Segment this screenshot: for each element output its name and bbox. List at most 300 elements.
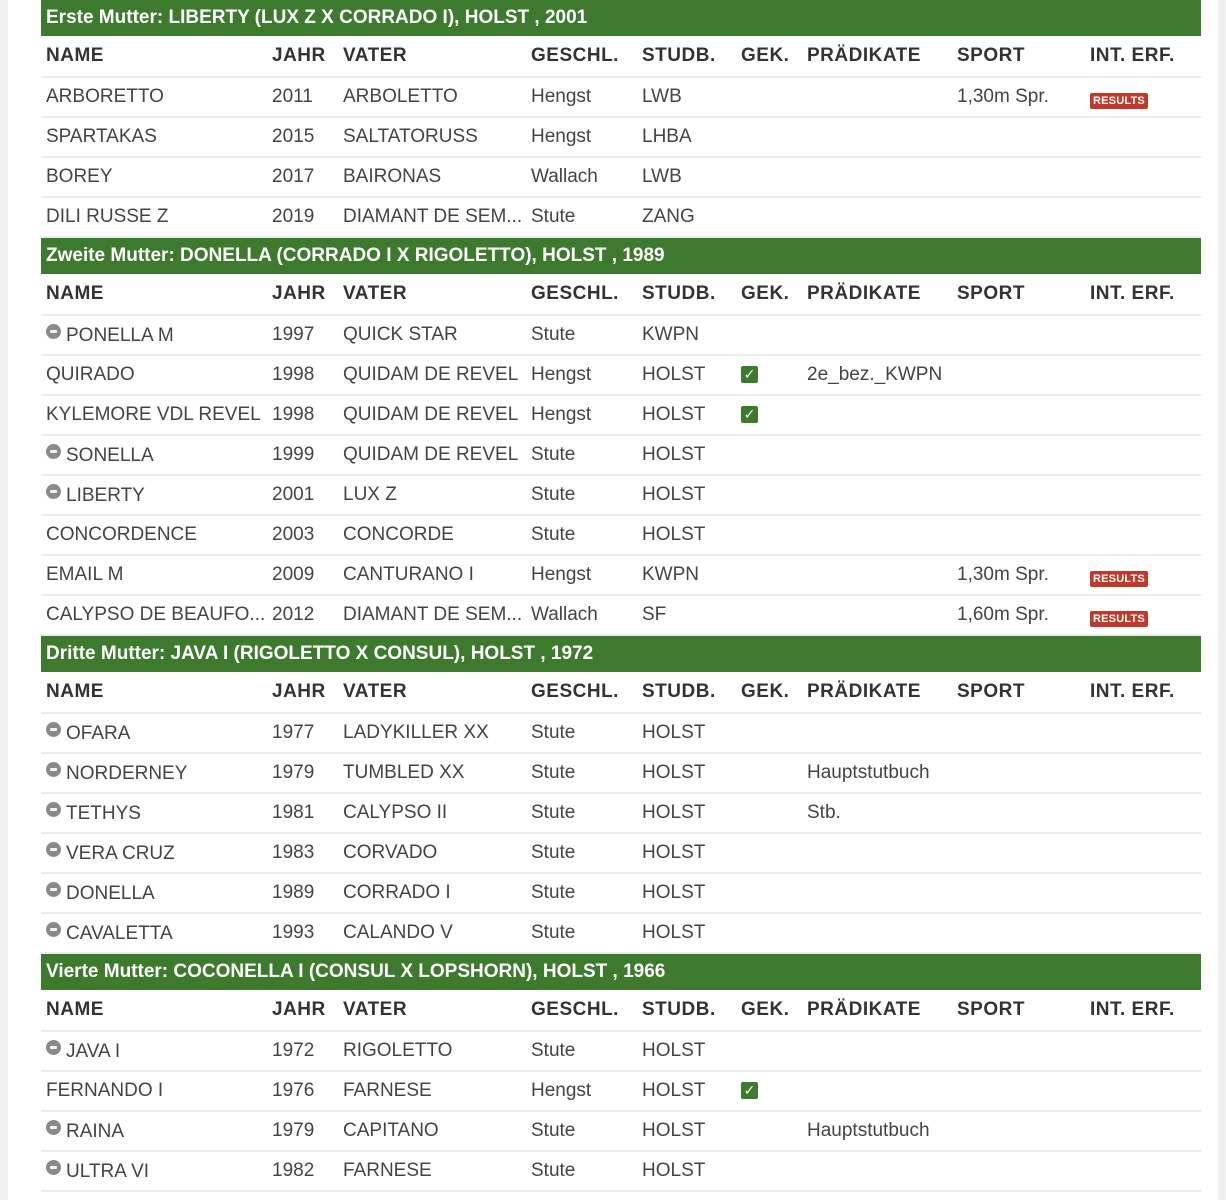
mare-icon (46, 762, 61, 777)
cell-geschl: Wallach (526, 595, 637, 635)
cell-pradikate (802, 713, 952, 753)
table-row (41, 913, 1201, 953)
cell-int-erf (1085, 157, 1201, 197)
cell-name (41, 913, 267, 953)
cell-sport (952, 117, 1085, 157)
check-icon: ✓ (741, 406, 758, 423)
cell-vater: CAPITANO (338, 1111, 526, 1151)
cell-pradikate: 2e_bez._KWPN (802, 355, 952, 395)
horse-name: PONELLA M (66, 324, 174, 346)
cell-name (41, 515, 267, 555)
cell-pradikate (802, 595, 952, 635)
cell-geschl: Hengst (526, 355, 637, 395)
cell-sport: 1,60m Spr. (952, 595, 1085, 635)
column-header-vater: VATER (338, 274, 526, 315)
cell-geschl: Stute (526, 1111, 637, 1151)
cell-int-erf (1085, 77, 1201, 117)
cell-studb: HOLST (637, 435, 736, 475)
table-row (41, 555, 1201, 595)
column-header-gek: GEK. (736, 990, 802, 1031)
section-header: Dritte Mutter: JAVA I (RIGOLETTO X CONSUL), HOLST , 1972 (41, 636, 1201, 672)
horse-name: ARBORETTO (46, 86, 164, 107)
column-header-jahr: JAHR (267, 36, 338, 77)
horse-name: SPARTAKAS (46, 126, 157, 147)
cell-vater: CORVADO (338, 833, 526, 873)
cell-jahr: 2003 (267, 515, 338, 555)
cell-gek (736, 315, 802, 355)
cell-vater: QUICK STAR (338, 315, 526, 355)
cell-name (41, 555, 267, 595)
cell-int-erf (1085, 117, 1201, 157)
cell-jahr: 1998 (267, 355, 338, 395)
horse-name: CONCORDENCE (46, 524, 197, 545)
cell-sport (952, 793, 1085, 833)
cell-jahr: 2015 (267, 117, 338, 157)
horse-name: SONELLA (66, 444, 154, 466)
cell-gek (736, 873, 802, 913)
column-header-jahr: JAHR (267, 672, 338, 713)
cell-sport (952, 435, 1085, 475)
horse-name: DONELLA (66, 882, 155, 904)
cell-pradikate (802, 1151, 952, 1191)
column-header-name: NAME (41, 274, 267, 315)
section-header: Erste Mutter: LIBERTY (LUX Z X CORRADO I), HOLST , 2001 (41, 0, 1201, 36)
table-row (41, 595, 1201, 635)
cell-sport (952, 873, 1085, 913)
cell-name (41, 595, 267, 635)
cell-studb: LWB (637, 157, 736, 197)
column-header-geschl: GESCHL. (526, 990, 637, 1031)
column-header-sport: SPORT (952, 274, 1085, 315)
cell-geschl: Stute (526, 435, 637, 475)
cell-pradikate (802, 1031, 952, 1071)
cell-studb: HOLST (637, 1071, 736, 1111)
table-row (41, 1111, 1201, 1151)
dam-section (41, 636, 1201, 954)
column-header-geschl: GESCHL. (526, 36, 637, 77)
cell-name (41, 713, 267, 753)
cell-vater: RIGOLETTO (338, 1031, 526, 1071)
cell-studb: HOLST (637, 475, 736, 515)
cell-geschl: Stute (526, 793, 637, 833)
cell-gek (736, 435, 802, 475)
table-row (41, 197, 1201, 237)
cell-int-erf (1085, 833, 1201, 873)
cell-geschl: Stute (526, 753, 637, 793)
offspring-table (41, 672, 1201, 954)
cell-name (41, 833, 267, 873)
cell-int-erf (1085, 753, 1201, 793)
cell-name (41, 1031, 267, 1071)
cell-sport (952, 157, 1085, 197)
cell-gek (736, 197, 802, 237)
offspring-table (41, 36, 1201, 238)
cell-jahr: 2011 (267, 77, 338, 117)
column-header-pradikate: PRÄDIKATE (802, 36, 952, 77)
mare-icon (46, 324, 61, 339)
cell-studb: LHBA (637, 117, 736, 157)
table-row (41, 713, 1201, 753)
horse-name: LIBERTY (66, 484, 145, 506)
cell-name (41, 395, 267, 435)
table-header-row (41, 36, 1201, 77)
section-header: Zweite Mutter: DONELLA (CORRADO I X RIGOLETTO), HOLST , 1989 (41, 238, 1201, 274)
horse-name: DILI RUSSE Z (46, 206, 169, 227)
cell-int-erf (1085, 1031, 1201, 1071)
cell-gek (736, 713, 802, 753)
cell-studb: HOLST (637, 1151, 736, 1191)
horse-name: OFARA (66, 722, 131, 744)
cell-vater: CONCORDE (338, 515, 526, 555)
cell-int-erf (1085, 595, 1201, 635)
table-row (41, 873, 1201, 913)
mare-icon (46, 1040, 61, 1055)
mare-icon (46, 722, 61, 737)
cell-geschl: Stute (526, 197, 637, 237)
cell-vater: LUX Z (338, 475, 526, 515)
cell-studb: HOLST (637, 355, 736, 395)
cell-jahr: 2012 (267, 595, 338, 635)
mare-icon (46, 882, 61, 897)
cell-name (41, 355, 267, 395)
cell-int-erf (1085, 475, 1201, 515)
mare-icon (46, 1160, 61, 1175)
cell-name (41, 117, 267, 157)
column-header-pradikate: PRÄDIKATE (802, 990, 952, 1031)
mare-icon (46, 842, 61, 857)
cell-sport (952, 355, 1085, 395)
cell-int-erf (1085, 873, 1201, 913)
horse-name: CALYPSO DE BEAUFO... (46, 604, 266, 625)
cell-geschl: Hengst (526, 117, 637, 157)
cell-gek (736, 595, 802, 635)
column-header-int-erf: INT. ERF. (1085, 672, 1201, 713)
horse-name: JAVA I (66, 1040, 121, 1062)
cell-studb: HOLST (637, 793, 736, 833)
cell-jahr: 1997 (267, 315, 338, 355)
dam-section (41, 0, 1201, 238)
offspring-tables (41, 0, 1201, 1192)
cell-vater: FARNESE (338, 1151, 526, 1191)
column-header-int-erf: INT. ERF. (1085, 990, 1201, 1031)
cell-gek (736, 1071, 802, 1111)
cell-jahr: 2019 (267, 197, 338, 237)
cell-jahr: 1983 (267, 833, 338, 873)
table-header-row (41, 274, 1201, 315)
column-header-sport: SPORT (952, 672, 1085, 713)
cell-geschl: Stute (526, 713, 637, 753)
horse-name: BOREY (46, 166, 113, 187)
cell-int-erf (1085, 515, 1201, 555)
table-row (41, 1071, 1201, 1111)
cell-studb: ZANG (637, 197, 736, 237)
cell-gek (736, 1151, 802, 1191)
cell-name (41, 1071, 267, 1111)
cell-int-erf (1085, 435, 1201, 475)
cell-jahr: 2017 (267, 157, 338, 197)
horse-name: VERA CRUZ (66, 842, 175, 864)
table-row (41, 117, 1201, 157)
cell-vater: SALTATORUSS (338, 117, 526, 157)
table-row (41, 315, 1201, 355)
cell-int-erf (1085, 1071, 1201, 1111)
results-button[interactable]: RESULTS (1090, 93, 1148, 109)
cell-pradikate (802, 117, 952, 157)
column-header-studb: STUDB. (637, 36, 736, 77)
cell-geschl: Stute (526, 1031, 637, 1071)
cell-gek (736, 117, 802, 157)
cell-sport (952, 1111, 1085, 1151)
table-row (41, 435, 1201, 475)
column-header-studb: STUDB. (637, 274, 736, 315)
cell-jahr: 1979 (267, 1111, 338, 1151)
cell-studb: HOLST (637, 873, 736, 913)
column-header-int-erf: INT. ERF. (1085, 274, 1201, 315)
cell-vater: DIAMANT DE SEM... (338, 595, 526, 635)
cell-name (41, 793, 267, 833)
table-header-row (41, 990, 1201, 1031)
cell-gek (736, 753, 802, 793)
cell-name (41, 873, 267, 913)
cell-name (41, 1111, 267, 1151)
cell-vater: TUMBLED XX (338, 753, 526, 793)
cell-int-erf (1085, 395, 1201, 435)
table-row (41, 793, 1201, 833)
cell-vater: FARNESE (338, 1071, 526, 1111)
horse-name: RAINA (66, 1120, 125, 1142)
column-header-pradikate: PRÄDIKATE (802, 274, 952, 315)
cell-vater: CALYPSO II (338, 793, 526, 833)
offspring-table (41, 990, 1201, 1192)
cell-jahr: 2009 (267, 555, 338, 595)
dam-section (41, 238, 1201, 636)
cell-geschl: Stute (526, 315, 637, 355)
cell-geschl: Stute (526, 833, 637, 873)
cell-sport (952, 1071, 1085, 1111)
cell-sport (952, 913, 1085, 953)
cell-studb: HOLST (637, 1111, 736, 1151)
mare-icon (46, 802, 61, 817)
cell-pradikate (802, 157, 952, 197)
cell-pradikate (802, 197, 952, 237)
cell-name (41, 475, 267, 515)
table-header-row (41, 672, 1201, 713)
horse-name: ULTRA VI (66, 1160, 150, 1182)
column-header-vater: VATER (338, 672, 526, 713)
cell-jahr: 1977 (267, 713, 338, 753)
cell-pradikate (802, 315, 952, 355)
cell-sport: 1,30m Spr. (952, 555, 1085, 595)
horse-name: QUIRADO (46, 364, 135, 385)
cell-sport (952, 753, 1085, 793)
column-header-geschl: GESCHL. (526, 274, 637, 315)
cell-jahr: 1998 (267, 395, 338, 435)
horse-name: TETHYS (66, 802, 141, 824)
cell-sport (952, 713, 1085, 753)
cell-geschl: Hengst (526, 1071, 637, 1111)
cell-geschl: Hengst (526, 555, 637, 595)
cell-geschl: Hengst (526, 77, 637, 117)
cell-name (41, 435, 267, 475)
cell-int-erf (1085, 1111, 1201, 1151)
results-button[interactable]: RESULTS (1090, 611, 1148, 627)
horse-name: EMAIL M (46, 564, 124, 585)
cell-pradikate (802, 555, 952, 595)
column-header-gek: GEK. (736, 672, 802, 713)
table-row (41, 515, 1201, 555)
cell-studb: HOLST (637, 833, 736, 873)
table-row (41, 395, 1201, 435)
cell-name (41, 1151, 267, 1191)
table-row (41, 355, 1201, 395)
cell-jahr: 1976 (267, 1071, 338, 1111)
cell-pradikate (802, 913, 952, 953)
column-header-jahr: JAHR (267, 990, 338, 1031)
column-header-vater: VATER (338, 36, 526, 77)
column-header-name: NAME (41, 672, 267, 713)
cell-studb: HOLST (637, 913, 736, 953)
cell-gek (736, 1111, 802, 1151)
horse-name: NORDERNEY (66, 762, 188, 784)
horse-name: KYLEMORE VDL REVEL (46, 404, 261, 425)
column-header-jahr: JAHR (267, 274, 338, 315)
table-row (41, 77, 1201, 117)
cell-pradikate: Hauptstutbuch (802, 1111, 952, 1151)
cell-pradikate (802, 77, 952, 117)
cell-name (41, 197, 267, 237)
cell-jahr: 1989 (267, 873, 338, 913)
mare-icon (46, 922, 61, 937)
cell-studb: KWPN (637, 555, 736, 595)
cell-jahr: 1972 (267, 1031, 338, 1071)
cell-vater: ARBOLETTO (338, 77, 526, 117)
cell-int-erf (1085, 713, 1201, 753)
cell-pradikate (802, 395, 952, 435)
cell-geschl: Stute (526, 913, 637, 953)
cell-gek (736, 355, 802, 395)
cell-vater: QUIDAM DE REVEL (338, 395, 526, 435)
cell-vater: CORRADO I (338, 873, 526, 913)
cell-studb: LWB (637, 77, 736, 117)
cell-geschl: Stute (526, 1151, 637, 1191)
cell-vater: QUIDAM DE REVEL (338, 435, 526, 475)
cell-sport: 1,30m Spr. (952, 77, 1085, 117)
cell-pradikate: Stb. (802, 793, 952, 833)
cell-int-erf (1085, 913, 1201, 953)
cell-jahr: 1982 (267, 1151, 338, 1191)
cell-pradikate (802, 1071, 952, 1111)
cell-vater: QUIDAM DE REVEL (338, 355, 526, 395)
mare-icon (46, 1120, 61, 1135)
cell-name (41, 77, 267, 117)
column-header-int-erf: INT. ERF. (1085, 36, 1201, 77)
cell-geschl: Stute (526, 515, 637, 555)
column-header-geschl: GESCHL. (526, 672, 637, 713)
cell-geschl: Wallach (526, 157, 637, 197)
cell-pradikate (802, 475, 952, 515)
cell-gek (736, 77, 802, 117)
column-header-vater: VATER (338, 990, 526, 1031)
cell-vater: CANTURANO I (338, 555, 526, 595)
table-row (41, 833, 1201, 873)
cell-gek (736, 793, 802, 833)
column-header-studb: STUDB. (637, 990, 736, 1031)
table-row (41, 475, 1201, 515)
cell-gek (736, 157, 802, 197)
cell-int-erf (1085, 793, 1201, 833)
offspring-table (41, 274, 1201, 636)
cell-name (41, 315, 267, 355)
cell-name (41, 157, 267, 197)
cell-gek (736, 515, 802, 555)
table-row (41, 1151, 1201, 1191)
cell-jahr: 1999 (267, 435, 338, 475)
cell-studb: HOLST (637, 1031, 736, 1071)
column-header-name: NAME (41, 990, 267, 1031)
cell-studb: HOLST (637, 753, 736, 793)
cell-gek (736, 475, 802, 515)
cell-vater: LADYKILLER XX (338, 713, 526, 753)
cell-gek (736, 555, 802, 595)
cell-sport (952, 197, 1085, 237)
cell-sport (952, 1151, 1085, 1191)
cell-pradikate (802, 833, 952, 873)
cell-jahr: 1993 (267, 913, 338, 953)
page-panel (8, 0, 1218, 1200)
cell-sport (952, 515, 1085, 555)
column-header-studb: STUDB. (637, 672, 736, 713)
cell-gek (736, 395, 802, 435)
cell-int-erf (1085, 355, 1201, 395)
cell-jahr: 1981 (267, 793, 338, 833)
table-row (41, 1031, 1201, 1071)
cell-gek (736, 1031, 802, 1071)
cell-geschl: Stute (526, 873, 637, 913)
column-header-sport: SPORT (952, 990, 1085, 1031)
cell-gek (736, 833, 802, 873)
cell-gek (736, 913, 802, 953)
cell-jahr: 2001 (267, 475, 338, 515)
cell-sport (952, 833, 1085, 873)
cell-jahr: 1979 (267, 753, 338, 793)
mare-icon (46, 484, 61, 499)
column-header-pradikate: PRÄDIKATE (802, 672, 952, 713)
table-row (41, 753, 1201, 793)
cell-vater: DIAMANT DE SEM... (338, 197, 526, 237)
cell-sport (952, 315, 1085, 355)
cell-studb: HOLST (637, 713, 736, 753)
cell-pradikate (802, 435, 952, 475)
check-icon: ✓ (741, 366, 758, 383)
cell-sport (952, 475, 1085, 515)
horse-name: CAVALETTA (66, 922, 173, 944)
cell-pradikate (802, 873, 952, 913)
cell-geschl: Stute (526, 475, 637, 515)
cell-int-erf (1085, 315, 1201, 355)
cell-sport (952, 1031, 1085, 1071)
column-header-gek: GEK. (736, 36, 802, 77)
results-button[interactable]: RESULTS (1090, 571, 1148, 587)
cell-studb: SF (637, 595, 736, 635)
cell-pradikate (802, 515, 952, 555)
cell-int-erf (1085, 555, 1201, 595)
horse-name: FERNANDO I (46, 1080, 164, 1101)
cell-studb: HOLST (637, 395, 736, 435)
cell-vater: BAIRONAS (338, 157, 526, 197)
cell-geschl: Hengst (526, 395, 637, 435)
dam-section (41, 954, 1201, 1192)
check-icon: ✓ (741, 1082, 758, 1099)
